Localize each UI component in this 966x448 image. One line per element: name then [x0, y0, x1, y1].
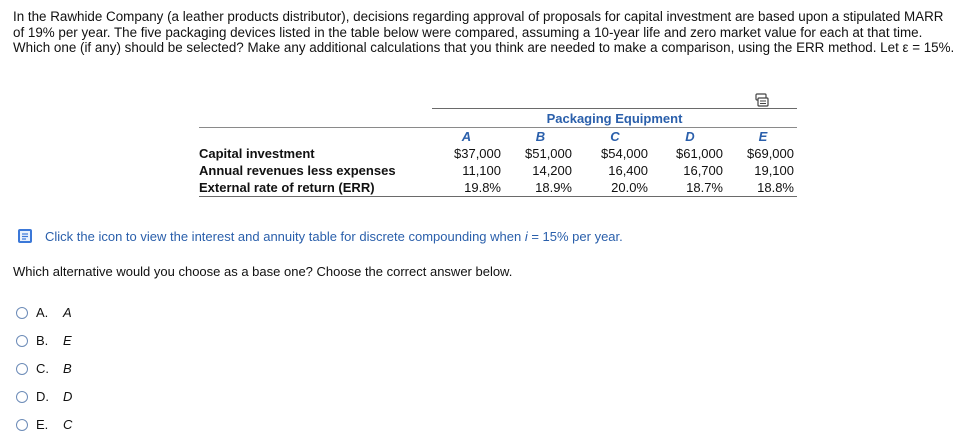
table-row: [199, 162, 797, 179]
option-letter: A.: [36, 305, 49, 320]
column-header-e: E: [732, 128, 794, 146]
problem-statement: In the Rawhide Company (a leather products distributor), decisions regarding approval of proposals for capital investment are based upon a stipulated MARR of 19% per year. The five packaging devices listed in the table below were compared, assuming a 10-year life and zero market value for each at that time. Which one (if any) should be selected? Make any additional calculations that you think are needed to make a comparison, using the ERR method. Let ε = 15%.: [13, 9, 955, 56]
link-text[interactable]: Click the icon to view the interest and annuity table for discrete compounding when i = 15% per year.: [45, 228, 623, 244]
option-value: B: [63, 361, 72, 376]
option-a[interactable]: [16, 305, 72, 320]
table-cell: 16,700: [683, 163, 723, 178]
table-cell: $54,000: [601, 146, 648, 161]
radio-button[interactable]: [16, 419, 28, 431]
radio-button[interactable]: [16, 363, 28, 375]
column-header-a: A: [432, 128, 501, 146]
option-letter: C.: [36, 361, 49, 376]
table-cell: 19,100: [754, 163, 794, 178]
table-cell: 18.7%: [657, 179, 723, 197]
table-cell: 18.9%: [509, 179, 572, 197]
table-cell: 14,200: [532, 163, 572, 178]
table-cell: 18.8%: [732, 179, 794, 197]
option-value: E: [63, 333, 72, 348]
option-b[interactable]: [16, 333, 72, 348]
row-label: Annual revenues less expenses: [199, 163, 396, 178]
copy-icon[interactable]: [755, 93, 769, 109]
option-value: C: [63, 417, 73, 432]
option-value: A: [63, 305, 72, 320]
question-text: Which alternative would you choose as a base one? Choose the correct answer below.: [13, 264, 513, 279]
table-cell: $51,000: [525, 146, 572, 161]
option-letter: B.: [36, 333, 49, 348]
row-label: External rate of return (ERR): [199, 179, 432, 197]
table-cell: $37,000: [454, 146, 501, 161]
table-cell: 20.0%: [582, 179, 648, 197]
row-label: Capital investment: [199, 146, 315, 161]
option-value: D: [63, 389, 73, 404]
option-letter: D.: [36, 389, 49, 404]
radio-button[interactable]: [16, 335, 28, 347]
radio-button[interactable]: [16, 391, 28, 403]
option-letter: E.: [36, 417, 49, 432]
option-c[interactable]: [16, 361, 72, 376]
radio-button[interactable]: [16, 307, 28, 319]
column-header-b: B: [509, 128, 572, 146]
table-title: Packaging Equipment: [432, 109, 797, 128]
column-header-c: C: [582, 128, 648, 146]
table-row: [199, 145, 797, 162]
table-cell: $61,000: [676, 146, 723, 161]
option-d[interactable]: [16, 389, 72, 404]
packaging-equipment-table: [199, 108, 797, 197]
table-cell: 19.8%: [432, 179, 501, 197]
option-e[interactable]: [16, 417, 72, 432]
interest-table-link[interactable]: [17, 228, 623, 244]
table-cell: 16,400: [608, 163, 648, 178]
column-header-d: D: [657, 128, 723, 146]
document-icon[interactable]: [17, 228, 33, 244]
table-cell: 11,100: [462, 163, 501, 178]
table-cell: $69,000: [747, 146, 794, 161]
table-row: [199, 179, 797, 197]
